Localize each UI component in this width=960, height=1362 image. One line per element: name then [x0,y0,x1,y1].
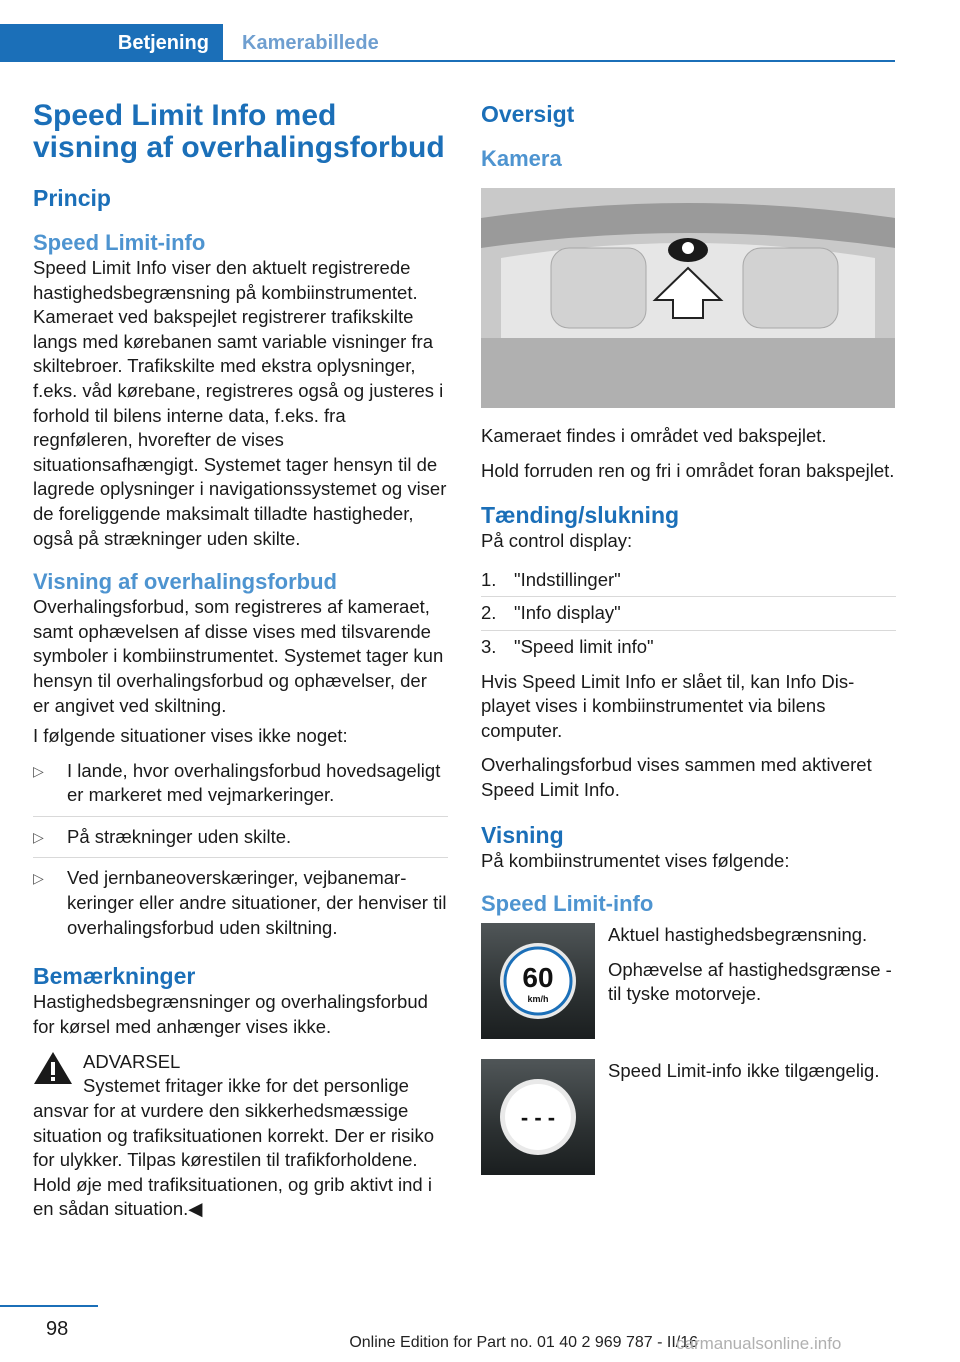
speed-unit-text: km/h [527,994,549,1005]
warning-triangle-icon [33,1051,73,1085]
symbol-row-unavailable [481,1059,896,1175]
tab-betjening[interactable]: Betjening [0,24,223,62]
camera-location-photo [481,188,895,408]
right-column [481,100,896,1195]
onoff-text-1: Hvis Speed Limit Info er slået til, kan Info Displayet vises i kombiinstrumentet via bilens computer. [481,670,855,741]
page-number: 98 [46,1318,69,1340]
speed-limit-heading: Speed Limit-info [33,230,206,255]
onoff-heading: Tænding/slukning [481,502,680,529]
warning-text: Systemet fritager ikke for det personlige ansvar for at vurdere den sikkerhedsmæssige situation og trafiksituationen korrekt. Der er risiko for ulykker. Tilpas kørestilen til trafikforholdene. Hold øje med trafiksituationen, og grib aktivt ind i en sådan situation.◀ [33,1075,435,1220]
watermark: carmanualsonline.info [676,1334,842,1353]
speed-limit-60-icon [481,923,595,1039]
list-item: ▷ På strækninger uden skilte. [33,825,448,859]
list-item: 3. "Speed limit info" [481,635,654,657]
overview-heading: Oversigt [481,101,575,127]
edition-text: Online Edition for Part no. 01 40 2 969 787 - II/16 [349,1334,698,1351]
speed-value-text: 60 [522,962,554,994]
triangle-bullet-icon: ▷ [33,762,44,779]
symbol-description: Speed Limit-info ikke tilgængelig. [608,1060,880,1082]
unavailable-dashes-text: - - - [520,1105,556,1131]
tab-kamerabillede[interactable]: Kamerabillede [242,31,379,54]
situations-intro: I følgende situationer vises ikke noget: [33,725,348,747]
overtaking-heading: Visning af overhalingsforbud [33,569,337,595]
onoff-text-2: Overhalingsforbud vises sammen med aktiveret Speed Limit Info. [481,754,872,800]
camera-text-1: Kameraet findes i området ved bakspejlet. [481,425,827,446]
symbol-description: Aktuel hastighedsbegrænsning. Ophævelse af hastighedsgrænse - til tyske motorveje. [608,924,892,1005]
notes-heading: Bemærkninger [33,963,196,990]
speed-info-heading: Speed Limit-info [481,891,654,917]
footer-divider [0,1305,98,1307]
principle-heading: Princip [33,185,111,211]
onoff-intro: På control display: [481,530,633,552]
camera-heading: Kamera [481,146,562,171]
display-intro: På kombiinstrumentet vises følgende: [481,849,790,871]
speed-limit-paragraph: Speed Limit Info viser den aktuelt registrerede hastighedsbegrænsning på kombiinstrumentet. Kameraet ved bakspejlet registrerer trafikskilte langs med kørebanen samt variable visninger fra skiltebroer. Trafikskilte med ekstra oplysninger, f.eks. våd kørebane, registreres også og justeres i forhold til bilens interne data, f.eks. fra regnføleren, hvorefter de vises situationsafhængigt. Systemet tager hensyn til de lagrede oplysninger i navigationssystemet og viser de foreliggende maksimalt tilladte hastigheder, også på strækninger uden skilte. [33,257,447,549]
page-header [0,24,895,62]
warning-title: ADVARSEL [83,1051,181,1073]
list-item: 1. "Indstillinger" [481,568,896,598]
speed-limit-unavailable-icon [481,1059,595,1175]
warning-block [33,1049,448,1222]
list-item: ▷ I lande, hvor overhalingsforbud hovedsageligt er markeret med vejmarkeringer. [33,759,448,817]
steps-list [481,568,896,664]
camera-text-2: Hold forruden ren og fri i området foran bakspejlet. [481,459,895,481]
car-interior-illustration [481,188,895,408]
triangle-bullet-icon: ▷ [33,870,44,887]
triangle-bullet-icon: ▷ [33,828,44,845]
symbol-row-speed-limit [481,923,896,1039]
list-item: ▷ Ved jernbaneoverskæringer, vejbanemarkeringer eller andre situationer, der henviser til overhalingsforbud uden skiltning. [33,867,447,938]
display-heading: Visning [481,821,564,848]
notes-paragraph: Hastighedsbegrænsninger og overhalingsforbud for kørsel med anhænger vises ikke. [33,991,428,1037]
list-item: 2. "Info display" [481,601,896,631]
left-column [33,100,448,1222]
situations-list [33,759,448,949]
header-divider [223,60,895,62]
page-title: Speed Limit Info med visning af overhalingsforbud [33,99,445,164]
overtaking-paragraph: Overhalingsforbud, som registreres af kameraet, samt ophævelsen af disse vises med tilsvarende symboler i kombiinstrumentet. Systemet tager kun hensyn til overhalingsforbud og ophævelser, der er angivet ved skiltning. [33,596,444,716]
